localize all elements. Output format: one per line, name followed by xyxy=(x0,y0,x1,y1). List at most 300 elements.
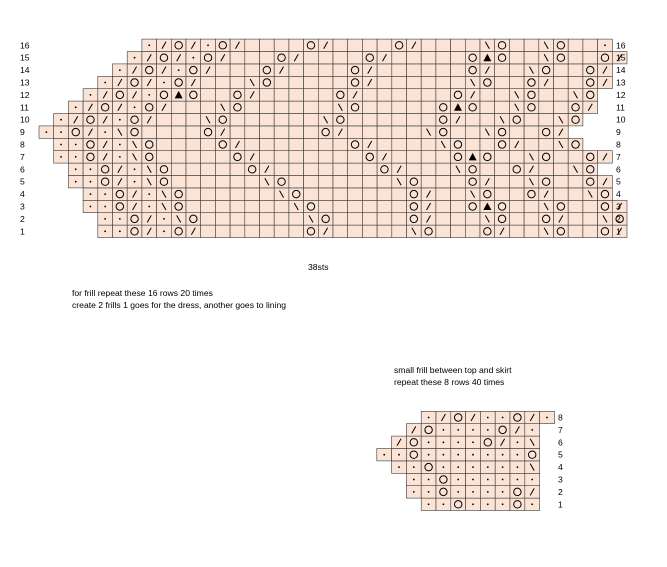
main-frill-cell xyxy=(524,188,539,200)
main-frill-cell xyxy=(304,64,319,76)
main-frill-cell xyxy=(274,76,289,88)
main-frill-cell xyxy=(289,64,304,76)
main-frill-cell xyxy=(583,52,598,64)
main-frill-cell xyxy=(245,39,260,51)
main-frill-cell xyxy=(436,126,451,138)
main-frill-cell xyxy=(289,138,304,150)
purl-icon xyxy=(472,503,474,505)
main-frill-cell xyxy=(245,138,260,150)
main-frill-cell xyxy=(524,101,539,113)
purl-icon xyxy=(90,206,92,208)
main-frill-cell xyxy=(392,188,407,200)
small-frill-row xyxy=(406,473,539,485)
purl-icon xyxy=(487,479,489,481)
purl-icon xyxy=(119,156,121,158)
main-frill-cell xyxy=(407,89,422,101)
main-frill-cell xyxy=(436,101,451,113)
small-frill-row-number-right: 8 xyxy=(558,412,563,423)
main-frill-row xyxy=(98,76,613,88)
main-frill-cell xyxy=(436,163,451,175)
main-frill-cell xyxy=(598,52,613,64)
main-frill-cell xyxy=(98,163,113,175)
main-frill-cell xyxy=(524,114,539,126)
main-frill-cell xyxy=(201,163,216,175)
main-frill-cell xyxy=(127,225,142,237)
purl-icon xyxy=(119,119,121,121)
main-frill-cell xyxy=(392,200,407,212)
main-frill-cell xyxy=(171,163,186,175)
main-frill-cell xyxy=(289,89,304,101)
main-frill-cell xyxy=(392,151,407,163)
main-frill-cell xyxy=(230,89,245,101)
main-frill-cell xyxy=(333,151,348,163)
main-frill-cell xyxy=(245,101,260,113)
main-frill-cell xyxy=(362,225,377,237)
main-frill-cell xyxy=(348,64,363,76)
purl-icon xyxy=(207,44,209,46)
main-frill-cell xyxy=(421,176,436,188)
main-frill-cell xyxy=(289,176,304,188)
main-frill-cell xyxy=(304,163,319,175)
main-frill-cell xyxy=(465,138,480,150)
main-frill-cell xyxy=(83,151,98,163)
main-frill-cell xyxy=(333,64,348,76)
main-frill-cell xyxy=(436,64,451,76)
main-frill-cell xyxy=(362,151,377,163)
main-frill-cell xyxy=(451,225,466,237)
main-frill-cell xyxy=(127,213,142,225)
main-frill-cell xyxy=(509,151,524,163)
purl-icon xyxy=(487,503,489,505)
main-frill-cell xyxy=(274,52,289,64)
main-frill-cell xyxy=(436,188,451,200)
main-frill-row xyxy=(54,114,583,126)
main-frill-cell xyxy=(421,151,436,163)
main-frill-cell xyxy=(230,114,245,126)
main-frill-cell xyxy=(186,163,201,175)
frill-instruction-2: create 2 frills 1 goes for the dress, another goes to lining xyxy=(72,300,287,310)
main-frill-cell xyxy=(318,163,333,175)
small-frill-cell xyxy=(436,473,451,485)
main-frill-cell xyxy=(451,213,466,225)
main-frill-cell xyxy=(407,213,422,225)
main-frill-cell xyxy=(348,52,363,64)
main-frill-cell xyxy=(554,176,569,188)
main-frill-cell xyxy=(318,151,333,163)
main-frill-cell xyxy=(377,101,392,113)
main-frill-cell xyxy=(274,225,289,237)
main-frill-cell xyxy=(230,188,245,200)
main-frill-cell xyxy=(554,64,569,76)
small-frill-row xyxy=(377,449,540,461)
main-frill-row-number-left: 1 xyxy=(20,226,25,237)
main-frill-cell xyxy=(274,213,289,225)
main-frill-row-number-right: 11 xyxy=(616,102,625,113)
purl-icon xyxy=(134,106,136,108)
main-frill-cell xyxy=(436,52,451,64)
purl-icon xyxy=(531,429,533,431)
main-frill-cell xyxy=(186,89,201,101)
main-frill-cell xyxy=(318,52,333,64)
main-frill-cell xyxy=(171,176,186,188)
main-frill-cell xyxy=(230,76,245,88)
main-frill-cell xyxy=(186,138,201,150)
main-frill-cell xyxy=(274,200,289,212)
main-frill-cell xyxy=(274,163,289,175)
main-frill-cell xyxy=(539,64,554,76)
purl-icon xyxy=(428,417,430,419)
main-frill-cell xyxy=(362,114,377,126)
main-frill-cell xyxy=(362,213,377,225)
main-frill-cell xyxy=(421,138,436,150)
main-frill-cell xyxy=(377,188,392,200)
small-frill-cell xyxy=(436,486,451,498)
purl-icon xyxy=(163,218,165,220)
main-frill-cell xyxy=(524,76,539,88)
main-frill-cell xyxy=(333,52,348,64)
main-frill-cell xyxy=(392,89,407,101)
purl-icon xyxy=(119,218,121,220)
main-frill-cell xyxy=(186,213,201,225)
main-frill-cell xyxy=(289,114,304,126)
main-frill-cell xyxy=(451,200,466,212)
main-frill-cell xyxy=(598,200,613,212)
main-frill-cell xyxy=(333,188,348,200)
main-frill-cell xyxy=(318,101,333,113)
small-frill-cell xyxy=(406,449,421,461)
main-frill-cell xyxy=(421,101,436,113)
main-frill-cell xyxy=(377,138,392,150)
purl-icon xyxy=(502,479,504,481)
main-frill-cell xyxy=(465,126,480,138)
main-frill-cell xyxy=(304,101,319,113)
main-frill-row-number-left: 10 xyxy=(20,114,30,125)
main-frill-cell xyxy=(260,225,275,237)
main-frill-cell xyxy=(465,39,480,51)
main-frill-cell xyxy=(348,39,363,51)
main-frill-cell xyxy=(304,126,319,138)
main-frill-cell xyxy=(230,163,245,175)
main-frill-cell xyxy=(436,225,451,237)
main-frill-row-number-left: 8 xyxy=(20,139,25,150)
purl-icon xyxy=(90,94,92,96)
main-frill-cell xyxy=(348,163,363,175)
main-frill-cell xyxy=(480,225,495,237)
purl-icon xyxy=(178,69,180,71)
main-frill-cell xyxy=(274,126,289,138)
main-frill-cell xyxy=(539,176,554,188)
main-frill-row-number-left: 3 xyxy=(20,201,25,212)
purl-icon xyxy=(487,491,489,493)
main-frill-cell xyxy=(495,89,510,101)
main-frill-cell xyxy=(524,225,539,237)
main-frill-row-number-left: 2 xyxy=(20,213,25,224)
small-frill-cell xyxy=(421,424,436,436)
main-frill-cell xyxy=(333,39,348,51)
main-frill-cell xyxy=(245,176,260,188)
main-frill-cell xyxy=(495,151,510,163)
purl-icon xyxy=(413,479,415,481)
main-frill-cell xyxy=(407,176,422,188)
main-frill-cell xyxy=(260,39,275,51)
main-frill-row-number-right: 7 xyxy=(616,151,621,162)
main-frill-cell xyxy=(377,64,392,76)
main-frill-cell xyxy=(289,225,304,237)
main-frill-cell xyxy=(451,39,466,51)
main-frill-cell xyxy=(436,89,451,101)
main-frill-cell xyxy=(186,151,201,163)
main-frill-cell xyxy=(171,151,186,163)
main-frill-row-number-right: 1 xyxy=(616,226,621,237)
main-frill-cell xyxy=(274,101,289,113)
main-frill-cell xyxy=(495,39,510,51)
main-frill-cell xyxy=(245,126,260,138)
small-frill-chart xyxy=(377,411,563,510)
main-frill-cell xyxy=(495,163,510,175)
main-frill-cell xyxy=(362,200,377,212)
main-frill-cell xyxy=(539,101,554,113)
main-frill-cell xyxy=(245,188,260,200)
main-frill-cell xyxy=(407,64,422,76)
main-frill-cell xyxy=(407,126,422,138)
purl-icon xyxy=(457,441,459,443)
main-frill-cell xyxy=(509,64,524,76)
main-frill-row-number-left: 12 xyxy=(20,89,30,100)
main-frill-cell xyxy=(113,89,128,101)
main-frill-cell xyxy=(215,151,230,163)
main-frill-cell xyxy=(333,138,348,150)
main-frill-cell xyxy=(407,163,422,175)
main-frill-cell xyxy=(392,39,407,51)
main-frill-cell xyxy=(304,114,319,126)
main-frill-cell xyxy=(260,138,275,150)
main-frill-cell xyxy=(215,213,230,225)
purl-icon xyxy=(104,82,106,84)
purl-icon xyxy=(472,479,474,481)
main-frill-cell xyxy=(201,200,216,212)
main-frill-cell xyxy=(480,101,495,113)
small-frill-row xyxy=(392,461,540,473)
purl-icon xyxy=(134,168,136,170)
main-frill-chart xyxy=(20,39,627,237)
main-frill-row-number-left: 4 xyxy=(20,189,25,200)
main-frill-cell xyxy=(304,188,319,200)
main-frill-cell xyxy=(215,76,230,88)
main-frill-row xyxy=(83,200,627,212)
main-frill-cell xyxy=(289,151,304,163)
main-frill-cell xyxy=(480,114,495,126)
purl-icon xyxy=(472,454,474,456)
main-frill-row-number-right: 14 xyxy=(616,65,626,76)
main-frill-cell xyxy=(509,163,524,175)
main-frill-cell xyxy=(554,89,569,101)
main-frill-cell xyxy=(598,188,613,200)
purl-icon xyxy=(383,454,385,456)
main-frill-cell xyxy=(274,39,289,51)
purl-icon xyxy=(119,144,121,146)
main-frill-cell xyxy=(568,39,583,51)
main-frill-row-number-left: 15 xyxy=(20,52,30,63)
main-frill-cell xyxy=(215,114,230,126)
main-frill-cell xyxy=(274,151,289,163)
main-frill-cell xyxy=(230,101,245,113)
main-frill-row-number-right: 5 xyxy=(616,176,621,187)
main-frill-row-number-right: 15 xyxy=(616,52,626,63)
small-frill-cell xyxy=(451,411,466,423)
purl-icon xyxy=(487,466,489,468)
main-frill-cell xyxy=(289,188,304,200)
main-frill-cell xyxy=(568,64,583,76)
purl-icon xyxy=(443,454,445,456)
main-frill-cell xyxy=(465,101,480,113)
main-frill-cell xyxy=(407,151,422,163)
main-frill-cell xyxy=(465,114,480,126)
main-frill-cell xyxy=(230,225,245,237)
main-frill-cell xyxy=(171,39,186,51)
main-frill-cell xyxy=(509,213,524,225)
main-frill-cell xyxy=(407,200,422,212)
main-frill-cell xyxy=(451,64,466,76)
main-frill-cell xyxy=(83,138,98,150)
main-frill-cell xyxy=(215,39,230,51)
main-frill-row-number-left: 5 xyxy=(20,176,25,187)
main-frill-cell xyxy=(186,114,201,126)
main-frill-cell xyxy=(157,89,172,101)
main-frill-cell xyxy=(157,138,172,150)
main-frill-row-number-right: 13 xyxy=(616,77,626,88)
main-frill-cell xyxy=(436,39,451,51)
main-frill-row-number-right: 2 xyxy=(616,213,621,224)
main-frill-cell xyxy=(201,126,216,138)
main-frill-cell xyxy=(451,188,466,200)
main-frill-cell xyxy=(465,176,480,188)
main-frill-cell xyxy=(480,138,495,150)
main-frill-cell xyxy=(407,76,422,88)
purl-icon xyxy=(75,106,77,108)
main-frill-cell xyxy=(157,114,172,126)
main-frill-cell xyxy=(274,138,289,150)
main-frill-cell xyxy=(554,52,569,64)
main-frill-cell xyxy=(333,213,348,225)
main-frill-cell xyxy=(392,101,407,113)
main-frill-cell xyxy=(495,126,510,138)
main-frill-cell xyxy=(377,76,392,88)
main-frill-cell xyxy=(509,52,524,64)
main-frill-cell xyxy=(568,200,583,212)
main-frill-cell xyxy=(304,225,319,237)
main-frill-cell xyxy=(465,213,480,225)
purl-icon xyxy=(502,454,504,456)
main-frill-cell xyxy=(157,176,172,188)
main-frill-cell xyxy=(421,52,436,64)
main-frill-cell xyxy=(377,114,392,126)
purl-icon xyxy=(119,69,121,71)
small-frill-row-number-right: 5 xyxy=(558,449,563,460)
main-frill-cell xyxy=(142,126,157,138)
main-frill-cell xyxy=(421,89,436,101)
main-frill-cell xyxy=(407,138,422,150)
purl-icon xyxy=(487,429,489,431)
purl-icon xyxy=(428,454,430,456)
main-frill-cell xyxy=(509,200,524,212)
main-frill-cell xyxy=(113,188,128,200)
purl-icon xyxy=(443,441,445,443)
main-frill-cell xyxy=(318,64,333,76)
main-frill-cell xyxy=(392,225,407,237)
main-frill-cell xyxy=(304,200,319,212)
purl-icon xyxy=(104,206,106,208)
main-frill-cell xyxy=(480,188,495,200)
main-frill-cell xyxy=(127,126,142,138)
main-frill-cell xyxy=(333,76,348,88)
main-frill-row xyxy=(83,188,612,200)
main-frill-cell xyxy=(304,52,319,64)
main-frill-cell xyxy=(142,151,157,163)
main-frill-cell xyxy=(509,126,524,138)
purl-icon xyxy=(428,503,430,505)
main-frill-cell xyxy=(568,213,583,225)
main-frill-cell xyxy=(171,126,186,138)
main-frill-cell xyxy=(186,188,201,200)
main-frill-cell xyxy=(260,200,275,212)
main-frill-cell xyxy=(451,138,466,150)
purl-icon xyxy=(472,429,474,431)
purl-icon xyxy=(398,466,400,468)
purl-icon xyxy=(163,230,165,232)
main-frill-cell xyxy=(362,39,377,51)
main-frill-cell xyxy=(524,200,539,212)
main-frill-cell xyxy=(201,188,216,200)
main-frill-cell xyxy=(157,126,172,138)
purl-icon xyxy=(531,503,533,505)
main-frill-cell xyxy=(495,176,510,188)
main-frill-cell xyxy=(524,126,539,138)
purl-icon xyxy=(90,193,92,195)
frill-instruction-1: for frill repeat these 16 rows 20 times xyxy=(72,288,213,298)
main-frill-cell xyxy=(274,114,289,126)
main-frill-row-number-right: 8 xyxy=(616,139,621,150)
main-frill-cell xyxy=(245,52,260,64)
main-frill-cell xyxy=(171,101,186,113)
main-frill-cell xyxy=(392,52,407,64)
main-frill-cell xyxy=(215,89,230,101)
main-frill-cell xyxy=(289,101,304,113)
main-frill-cell xyxy=(598,225,613,237)
main-frill-cell xyxy=(215,225,230,237)
main-frill-cell xyxy=(583,89,598,101)
main-frill-row-number-right: 9 xyxy=(616,127,621,138)
main-frill-cell xyxy=(495,138,510,150)
purl-icon xyxy=(90,168,92,170)
main-frill-cell xyxy=(201,151,216,163)
main-frill-cell xyxy=(407,52,422,64)
main-frill-cell xyxy=(230,151,245,163)
main-frill-cell xyxy=(201,138,216,150)
main-frill-cell xyxy=(318,213,333,225)
main-frill-cell xyxy=(377,89,392,101)
small-frill-row xyxy=(406,486,539,498)
purl-icon xyxy=(60,144,62,146)
main-frill-cell xyxy=(436,176,451,188)
main-frill-cell xyxy=(245,213,260,225)
main-frill-cell xyxy=(260,76,275,88)
main-frill-cell xyxy=(245,163,260,175)
main-frill-cell xyxy=(583,151,598,163)
main-frill-cell xyxy=(142,64,157,76)
main-frill-cell xyxy=(127,114,142,126)
main-frill-cell xyxy=(230,52,245,64)
main-frill-cell xyxy=(260,101,275,113)
